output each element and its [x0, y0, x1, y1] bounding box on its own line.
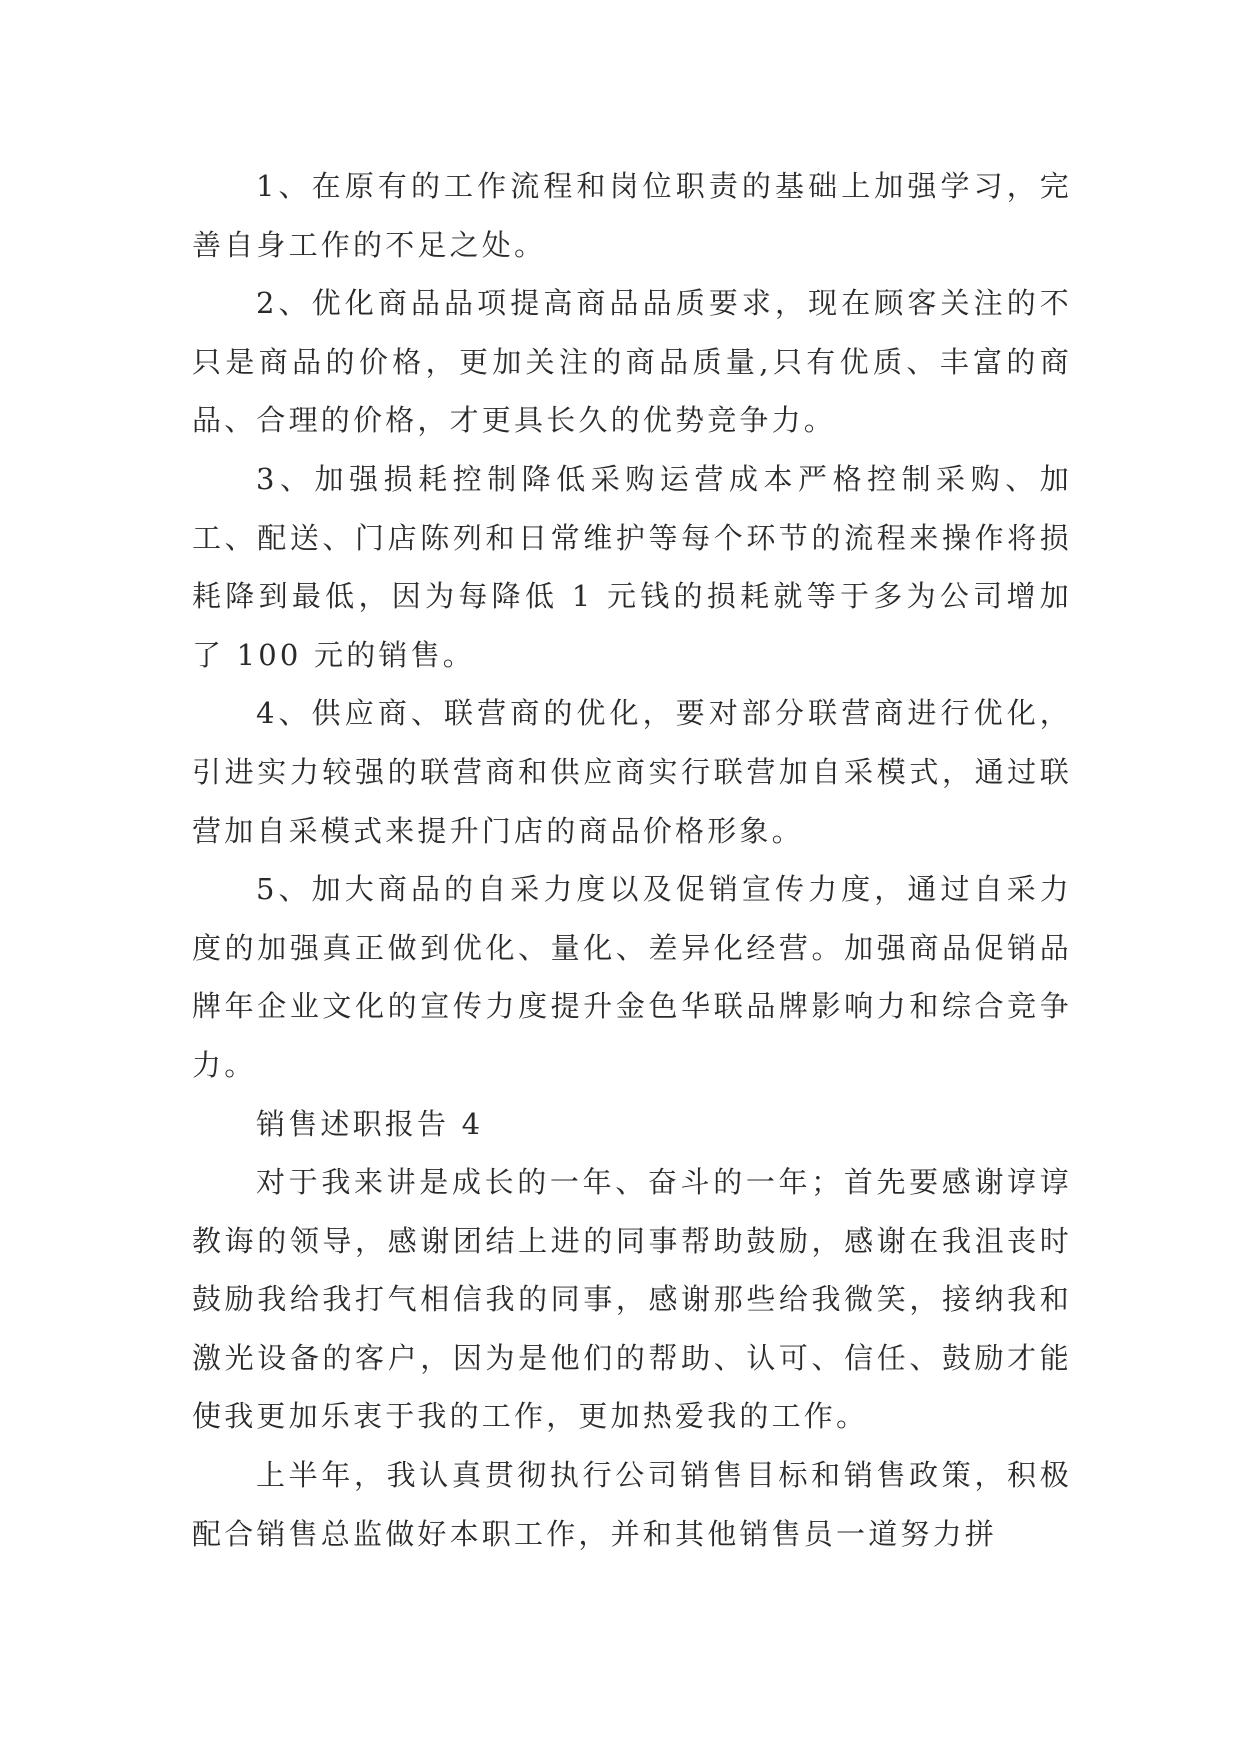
paragraph-5: 5、加大商品的自采力度以及促销宣传力度，通过自采力度的加强真正做到优化、量化、差异化经营。加强商品促销品牌年企业文化的宣传力度提升金色华联品牌影响力和综合竞争力。 [192, 872, 1072, 1082]
paragraph-4: 4、供应商、联营商的优化，要对部分联营商进行优化，引进实力较强的联营商和供应商实行联营加自采模式，通过联营加自采模式来提升门店的商品价格形象。 [192, 696, 1072, 848]
section-heading: 销售述职报告 4 [256, 1106, 484, 1141]
section-paragraph-1: 对于我来讲是成长的一年、奋斗的一年；首先要感谢谆谆教诲的领导，感谢团结上进的同事帮助鼓励，感谢在我沮丧时鼓励我给我打气相信我的同事，感谢那些给我微笑，接纳我和激光设备的客户，因为是他们的帮助、认可、信任、鼓励才能使我更加乐衷于我的工作，更加热爱我的工作。 [192, 1165, 1072, 1434]
section-paragraph-2: 上半年，我认真贯彻执行公司销售目标和销售政策，积极配合销售总监做好本职工作，并和其他销售员一道努力拼 [192, 1458, 1072, 1551]
paragraph-3: 3、加强损耗控制降低采购运营成本严格控制采购、加工、配送、门店陈列和日常维护等每个环节的流程来操作将损耗降到最低，因为每降低 1 元钱的损耗就等于多为公司增加了 100 元的销售。 [192, 461, 1072, 672]
paragraph-1: 1、在原有的工作流程和岗位职责的基础上加强学习，完善自身工作的不足之处。 [192, 169, 1072, 262]
document-body [192, 157, 1072, 1563]
paragraph-2: 2、优化商品品项提高商品品质要求，现在顾客关注的不只是商品的价格，更加关注的商品质量,只有优质、丰富的商品、合理的价格，才更具长久的优势竞争力。 [192, 286, 1072, 438]
